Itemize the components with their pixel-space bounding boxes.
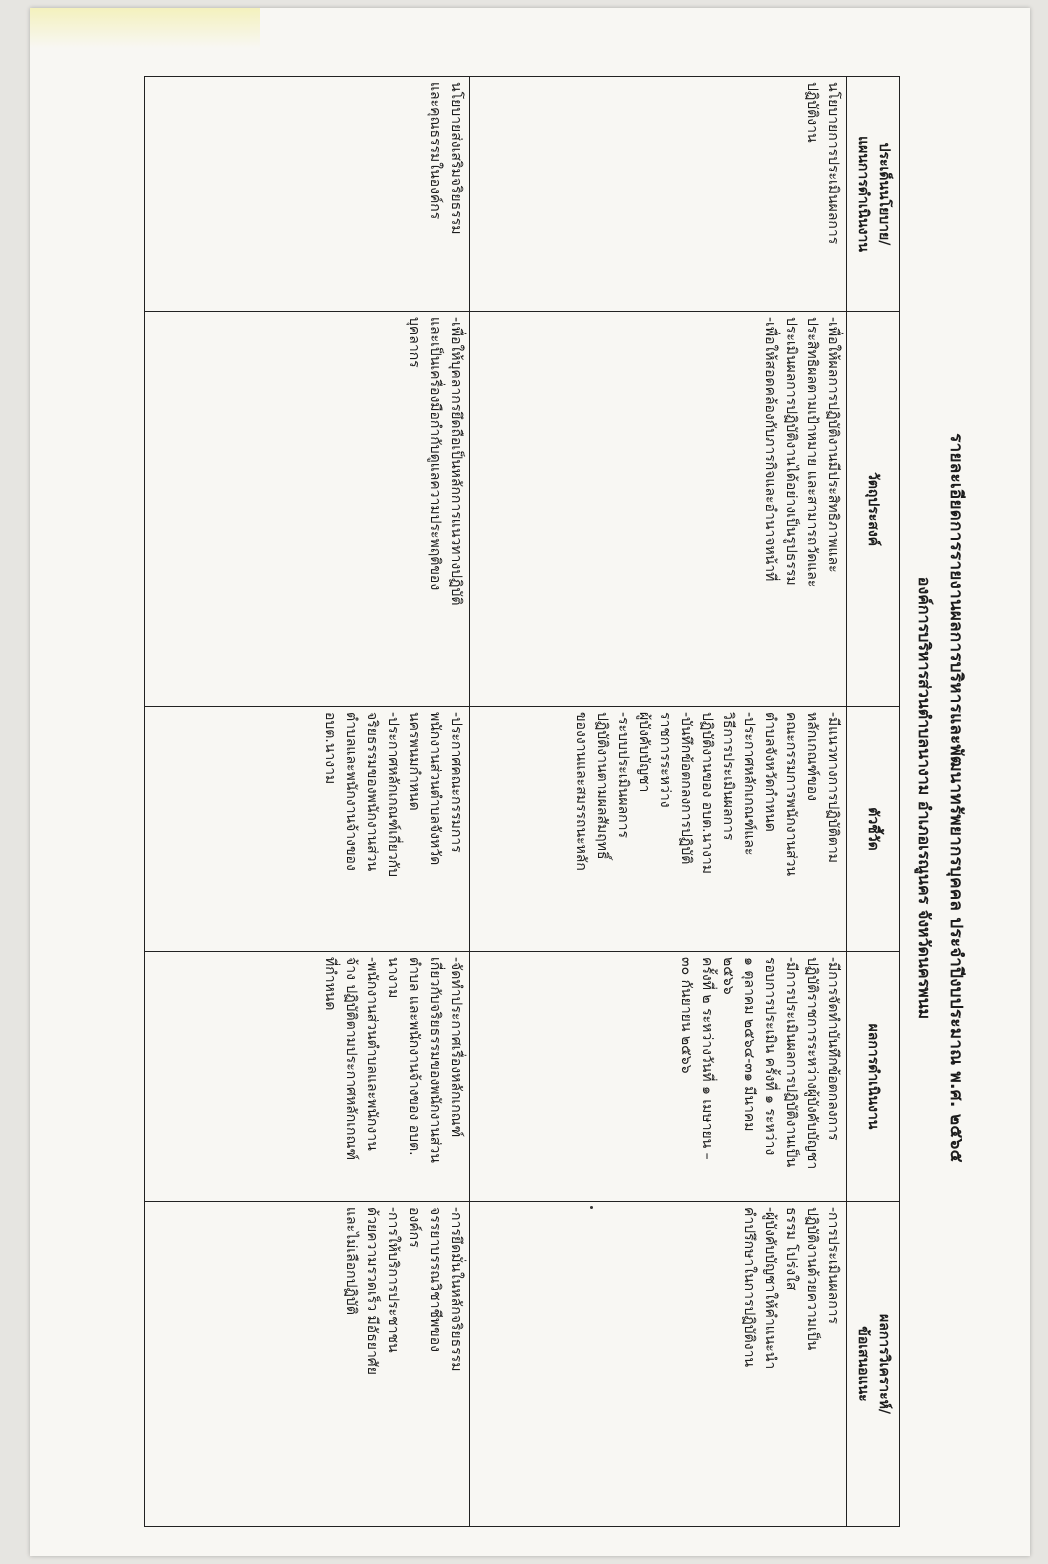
cell-policy: นโยบายการประเมินผลการ ปฏิบัติงาน	[470, 77, 847, 312]
cell-result: -มีการจัดทำบันทึกข้อตกลงการ ปฏิบัติราชการระหว่างผู้บังคับบัญชา -มีการประเมินผลการปฏิบัติงานเป็น รอบการประเมิน ครั้งที่ ๑ ระหว่าง ๑ ตุลาคม ๒๕๖๔-๓๑ มีนาคม ๒๕๖๖ ครั้งที่ ๒ ระหว่างวันที่ ๑ เมษายน – ๓๐ กันยายน ๒๕๖๖	[470, 952, 847, 1202]
table-row	[470, 77, 847, 1527]
header-objective: วัตถุประสงค์	[847, 312, 900, 707]
header-indicator: ตัวชี้วัด	[847, 707, 900, 952]
cell-indicator: -มีแนวทางการปฏิบัติตาม หลักเกณฑ์ของ คณะกรรมการพนักงานส่วน ตำบลจังหวัดกำหนด -ประกาศหลักเกณฑ์และ วิธีการประเมินผลการ ปฏิบัติงานของ อบต.นางาม -บันทึกข้อตกลงการปฏิบัติ ราชการระหว่าง ผู้บังคับบัญชา -ระบบประเมินผลการ ปฏิบัติงานตามผลสัมฤทธิ์ ของงานและสมรรถนะหลัก	[470, 707, 847, 952]
page-fold-shadow	[30, 8, 260, 48]
table-row	[145, 77, 470, 1527]
cell-analysis: -การประเมินผลการ ปฏิบัติงานด้วยความเป็น ธรรม โปร่งใส -ผู้บังคับบัญชาให้คำแนะนำ คำปรึกษาในการปฏิบัติงาน	[470, 1202, 847, 1527]
rotated-content	[130, 66, 970, 1530]
header-result: ผลการดำเนินงาน	[847, 952, 900, 1202]
cell-objective: -เพื่อให้ผลการปฏิบัติงานมีประสิทธิภาพและ ประสิทธิผลตามเป้าหมาย และสามารถวัดและ ประเมินผลการปฏิบัติงานได้อย่างเป็นรูปธรรม -เพื่อให้สอดคล้องกับภารกิจและอำนาจหน้าที่	[470, 312, 847, 707]
document-page	[30, 8, 1030, 1556]
table-header-row	[847, 77, 900, 1527]
cell-result: -จัดทำประกาศเรื่องหลักเกณฑ์ เกี่ยวกับจริยธรรมของพนักงานส่วน ตำบล และพนักงานจ้างของ อบต. นางาม -พนักงานส่วนตำบลและพนักงาน จ้าง ปฏิบัติตามประกาศหลักเกณฑ์ ที่กำหนด	[145, 952, 470, 1202]
cell-analysis: -การยึดมั่นในหลักจริยธรรม จรรยาบรรณวิชาชีพของ องค์กร -การให้บริการประชาชน ด้วยความรวดเร็ว มีอัธยาศัย และไม่เลือกปฏิบัติ	[145, 1202, 470, 1527]
header-policy: ประเด็นนโยบาย/ แผนการดำเนินงาน	[847, 77, 900, 312]
report-title: รายละเอียดการรายงานผลการบริหารและพัฒนาทรัพยากรบุคคล ประจำปีงบประมาณ พ.ศ. ๒๕๖๕	[946, 433, 966, 1163]
cell-objective: -เพื่อให้บุคลากรยึดถือเป็นหลักการแนวทางปฏิบัติ และเป็นเครื่องมือกำกับดูแลความประพฤติของ บุคลากร	[145, 312, 470, 707]
cell-policy: นโยบายส่งเสริมจริยธรรม และคุณธรรมในองค์กร	[145, 77, 470, 312]
cell-indicator: -ประกาศคณะกรรมการ พนักงานส่วนตำบลจังหวัด นครพนมกำหนด -ประกาศหลักเกณฑ์เกี่ยวกับ จริยธรรมของพนักงานส่วน ตำบลและพนักงานจ้างของ อบต.นางาม	[145, 707, 470, 952]
report-table	[144, 76, 900, 1527]
header-analysis: ผลการวิเคราะห์/ ข้อเสนอแนะ	[847, 1202, 900, 1527]
organization-name: องค์การบริหารส่วนตำบลนางาม อำเภอเรณูนคร จังหวัดนครพนม	[915, 576, 934, 1020]
